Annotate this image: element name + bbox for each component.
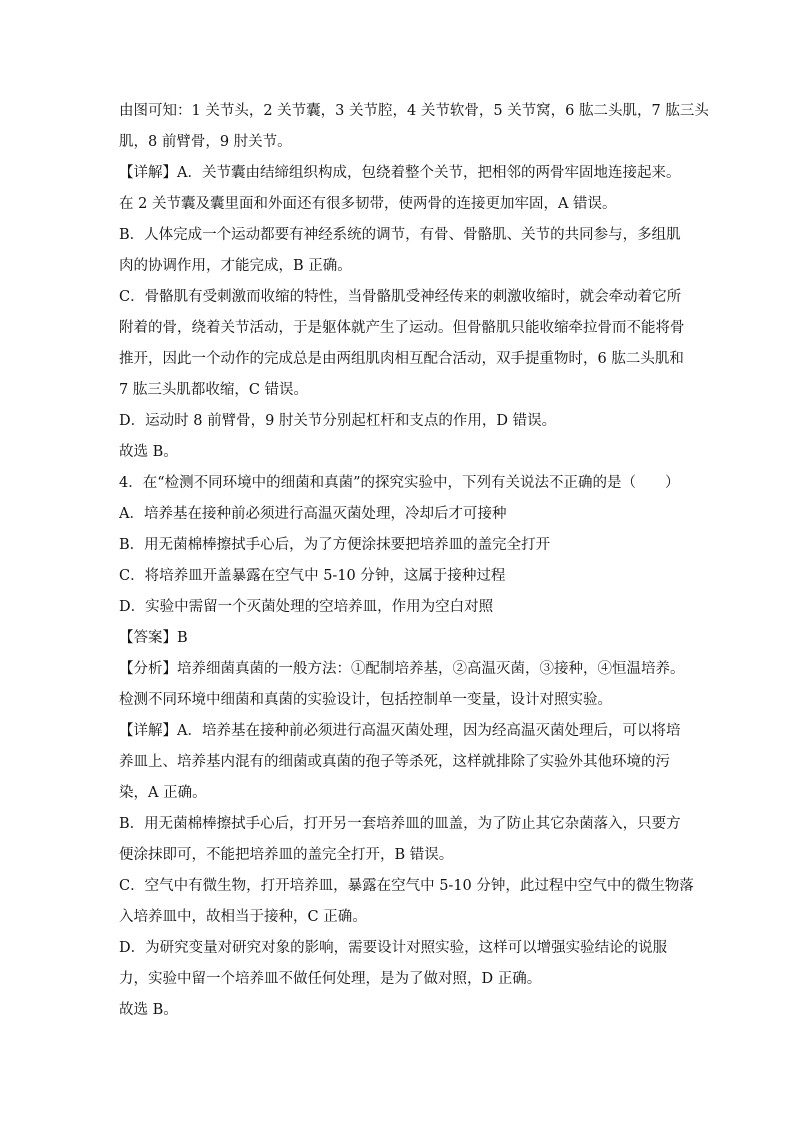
question-stem: 4．在“检测不同环境中的细菌和真菌”的探究实验中，下列有关说法不正确的是（ ）: [119, 475, 680, 491]
answer-line: 【答案】B: [119, 630, 188, 646]
text-line: 由图可知：1 关节头，2 关节囊，3 关节腔，4 关节软骨，5 关节窝，6 肱二头肌，7 肱三头: [119, 103, 709, 119]
text-line: 附着的骨，绕着关节活动，于是躯体就产生了运动。但骨骼肌只能收缩牵拉骨而不能将骨: [119, 320, 685, 336]
text-line: 故选 B。: [119, 444, 178, 460]
option-c: C．将培养皿开盖暴露在空气中 5-10 分钟，这属于接种过程: [119, 568, 506, 584]
text-line: 养皿上、培养基内混有的细菌或真菌的孢子等杀死，这样就排除了实验外其他环境的污: [119, 754, 670, 770]
option-b: B．用无菌棉棒擦拭手心后，为了方便涂抹要把培养皿的盖完全打开: [119, 537, 551, 553]
option-a: A．培养基在接种前必须进行高温灭菌处理，冷却后才可接种: [119, 506, 507, 522]
text-line: C．骨骼肌有受刺激而收缩的特性，当骨骼肌受神经传来的刺激收缩时，就会牵动着它所: [119, 289, 682, 305]
text-line: 推开，因此一个动作的完成总是由两组肌肉相互配合活动，双手提重物时，6 肱二头肌和: [119, 351, 684, 367]
text-line: C．空气中有微生物，打开培养皿，暴露在空气中 5-10 分钟，此过程中空气中的微生物落: [119, 878, 694, 894]
text-line: 【分析】培养细菌真菌的一般方法：①配制培养基，②高温灭菌，③接种，④恒温培养。: [119, 661, 685, 677]
text-line: 染，A 正确。: [119, 785, 207, 801]
document-body: [119, 96, 709, 1026]
text-line: 肌，8 前臂骨，9 肘关节。: [119, 134, 292, 150]
text-line: B．用无菌棉棒擦拭手心后，打开另一套培养皿的皿盖，为了防止其它杂菌落入，只要方: [119, 816, 681, 832]
text-line: 检测不同环境中细菌和真菌的实验设计，包括控制单一变量，设计对照实验。: [119, 692, 612, 708]
text-line: 便涂抹即可，不能把培养皿的盖完全打开，B 错误。: [119, 847, 454, 863]
text-line: B．人体完成一个运动都要有神经系统的调节，有骨、骨骼肌、关节的共同参与，多组肌: [119, 227, 681, 243]
text-line: 入培养皿中，故相当于接种，C 正确。: [119, 909, 367, 925]
option-d: D．实验中需留一个灭菌处理的空培养皿，作用为空白对照: [119, 599, 494, 615]
text-line: 力，实验中留一个培养皿不做任何处理，是为了做对照，D 正确。: [119, 971, 542, 987]
text-line: 肉的协调作用，才能完成，B 正确。: [119, 258, 352, 274]
text-line: D．运动时 8 前臂骨，9 肘关节分别起杠杆和支点的作用，D 错误。: [119, 413, 557, 429]
text-line: 【详解】A．关节囊由结缔组织构成，包绕着整个关节，把相邻的两骨牢固地连接起来。: [119, 165, 681, 181]
text-line: 在 2 关节囊及囊里面和外面还有很多韧带，使两骨的连接更加牢固，A 错误。: [119, 196, 617, 212]
text-line: 故选 B。: [119, 1002, 178, 1018]
text-line: 【详解】A．培养基在接种前必须进行高温灭菌处理，因为经高温灭菌处理后，可以将培: [119, 723, 681, 739]
text-line: 7 肱三头肌都收缩，C 错误。: [119, 382, 309, 398]
text-line: D．为研究变量对研究对象的影响，需要设计对照实验，这样可以增强实验结论的说服: [119, 940, 668, 956]
